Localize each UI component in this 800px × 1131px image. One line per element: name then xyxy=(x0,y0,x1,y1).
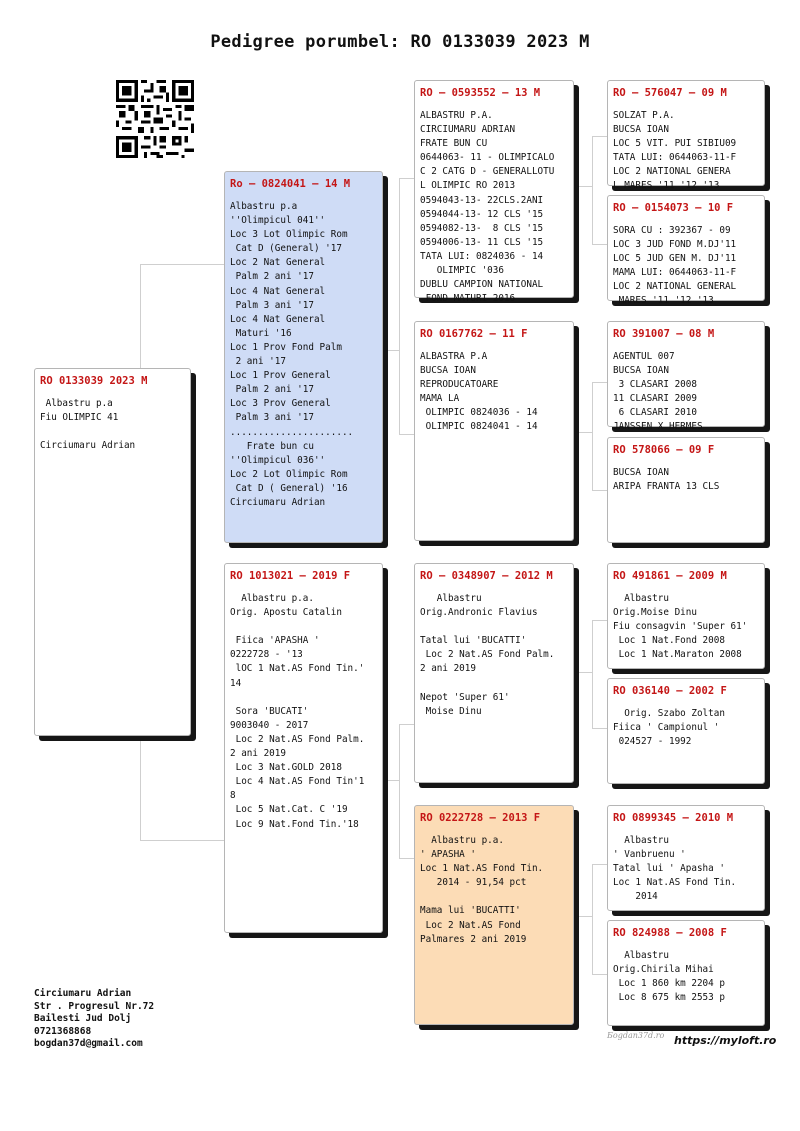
sire-sire-sire-card[interactable] xyxy=(607,80,765,192)
card-text: Albastru p.a. ' APASHA ' Loc 1 Nat.AS Fond Tin. 2014 - 91,54 pct Mama lui 'BUCATTI' Loc 2 Nat.AS Fond Palmares 2 ani 2019 xyxy=(420,835,544,945)
connector-line xyxy=(576,186,592,187)
card-text: SOLZAT P.A. BUCSA IOAN LOC 5 VIT. PUI SIBIU09 TATA LUI: 0644063-11-F LOC 2 NATIONAL GENERA L MARES '11 '12 '13 xyxy=(613,110,737,192)
qr-code-icon xyxy=(116,80,194,158)
dam-dam-dam-card[interactable] xyxy=(607,920,765,1026)
ring-number: Ro – 0824041 – 14 M xyxy=(230,178,351,190)
subject-card[interactable] xyxy=(34,368,191,736)
card-text: Albastru ' Vanbruenu ' Tatal lui ' Apasha ' Loc 1 Nat.AS Fond Tin. 2014 xyxy=(613,835,737,903)
card-text: BUCSA IOAN ARIPA FRANTA 13 CLS xyxy=(613,467,720,493)
dam-sire-card[interactable] xyxy=(414,563,574,783)
card-text: AGENTUL 007 BUCSA IOAN 3 CLASARI 2008 11 CLASARI 2009 6 CLASARI 2010 JANSSEN X HERMES xyxy=(613,351,703,433)
card-text: Albastru p.a Fiu OLIMPIC 41 Circiumaru Adrian xyxy=(40,398,136,452)
ring-number: RO – 0593552 – 13 M xyxy=(420,87,541,99)
owner-contact: Circiumaru Adrian Str . Progresul Nr.72 Bailesti Jud Dolj 0721368868 bogdan37d@gmail.com xyxy=(34,988,155,1049)
signature: Бogdan37d.ro xyxy=(607,1031,665,1040)
card-text: Albastru Orig.Andronic Flavius Tatal lui 'BUCATTI' Loc 2 Nat.AS Fond Palm. 2 ani 2019 Nepot 'Super 61' Moise Dinu xyxy=(420,593,555,717)
card-text: Albastru p.a ''Olimpicul 041'' Loc 3 Lot Olimpic Rom Cat D (General) '17 Loc 2 Nat General Palm 2 ani '17 Loc 4 Nat General Palm 3 ani '17 Loc 4 Nat General Maturi '16 Loc 1 Prov Fond Palm 2 ani '17 Loc 1 Prov General Palm 2 ani '17 Loc 3 Prov General Palm 3 ani '17 ...................... Frate bun cu ''Olimpicul 036'' Loc 2 Lot Olimpic Rom Cat D ( General) '16 Circiumaru Adrian xyxy=(230,201,354,508)
website-link[interactable]: https://myloft.ro xyxy=(674,1034,777,1047)
sire-dam-card[interactable] xyxy=(414,321,574,541)
card-text: Orig. Szabo Zoltan Fiica ' Campionul ' 024527 - 1992 xyxy=(613,708,725,748)
card-text: Albastru Orig.Chirila Mihai Loc 1 860 km 2204 p Loc 8 675 km 2553 p xyxy=(613,950,725,1004)
sire-dam-dam-card[interactable] xyxy=(607,437,765,543)
card-text: Albastru Orig.Moise Dinu Fiu consagvin 'Super 61' Loc 1 Nat.Fond 2008 Loc 1 Nat.Maraton 2008 xyxy=(613,593,748,661)
connector-line xyxy=(592,382,593,490)
page-title: Pedigree porumbel: RO 0133039 2023 M xyxy=(210,32,590,52)
ring-number: RO – 0348907 – 2012 M xyxy=(420,570,553,582)
dam-dam-sire-card[interactable] xyxy=(607,805,765,911)
ring-number: RO 0133039 2023 M xyxy=(40,375,148,387)
connector-line xyxy=(383,350,399,351)
ring-number: RO – 576047 – 09 M xyxy=(613,87,727,99)
connector-line xyxy=(140,736,141,840)
dam-card[interactable] xyxy=(224,563,383,933)
sire-sire-dam-card[interactable] xyxy=(607,195,765,307)
ring-number: RO 391007 – 08 M xyxy=(613,328,715,340)
connector-line xyxy=(576,916,592,917)
connector-line xyxy=(399,724,400,858)
ring-number: RO 578066 – 09 F xyxy=(613,444,715,456)
ring-number: RO 0222728 – 2013 F xyxy=(420,812,541,824)
connector-line xyxy=(140,264,141,370)
ring-number: RO 036140 – 2002 F xyxy=(613,685,727,697)
connector-line xyxy=(592,864,593,974)
connector-line xyxy=(576,432,592,433)
dam-dam-card[interactable] xyxy=(414,805,574,1025)
sire-card[interactable] xyxy=(224,171,383,543)
card-text: Albastru p.a. Orig. Apostu Catalin Fiica 'APASHA ' 0222728 - '13 lOC 1 Nat.AS Fond Tin.' 14 Sora 'BUCATI' 9003040 - 2017 Loc 2 Nat.AS Fond Palm. 2 ani 2019 Loc 3 Nat.GOLD 2018 Loc 4 Nat.AS Fond Tin'1 8 Loc 5 Nat.Cat. C '19 Loc 9 Nat.Fond Tin.'18 xyxy=(230,593,365,830)
ring-number: RO 0899345 – 2010 M xyxy=(613,812,734,824)
ring-number: RO 0167762 – 11 F xyxy=(420,328,528,340)
connector-line xyxy=(140,264,226,265)
connector-line xyxy=(592,136,593,244)
card-text: SORA CU : 392367 - 09 LOC 3 JUD FOND M.DJ'11 LOC 5 JUD GEN M. DJ'11 MAMA LUI: 0644063-11-F LOC 2 NATIONAL GENERAL MARES '11 '12 '13 xyxy=(613,225,737,307)
ring-number: RO 491861 – 2009 M xyxy=(613,570,727,582)
card-text: ALBASTRA P.A BUCSA IOAN REPRODUCATOARE MAMA LA OLIMPIC 0824036 - 14 OLIMPIC 0824041 - 14 xyxy=(420,351,538,433)
connector-line xyxy=(576,672,592,673)
ring-number: RO 824988 – 2008 F xyxy=(613,927,727,939)
connector-line xyxy=(383,780,399,781)
dam-sire-dam-card[interactable] xyxy=(607,678,765,784)
dam-sire-sire-card[interactable] xyxy=(607,563,765,669)
card-text: ALBASTRU P.A. CIRCIUMARU ADRIAN FRATE BUN CU 0644063- 11 - OLIMPICALO C 2 CATG D - GENERALLOTU L OLIMPIC RO 2013 0594043-13- 22CLS.2ANI 0594044-13- 12 CLS '15 0594082-13- 8 CLS '15 0594006-13- 11 CLS '15 TATA LUI: 0824036 - 14 OLIMPIC '036 DUBLU CAMPION NATIONAL FOND MATURI 2016 xyxy=(420,110,555,305)
sire-sire-card[interactable] xyxy=(414,80,574,305)
ring-number: RO – 0154073 – 10 F xyxy=(613,202,734,214)
connector-line xyxy=(140,840,226,841)
ring-number: RO 1013021 – 2019 F xyxy=(230,570,351,582)
sire-dam-sire-card[interactable] xyxy=(607,321,765,433)
connector-line xyxy=(399,178,400,434)
connector-line xyxy=(592,620,593,728)
